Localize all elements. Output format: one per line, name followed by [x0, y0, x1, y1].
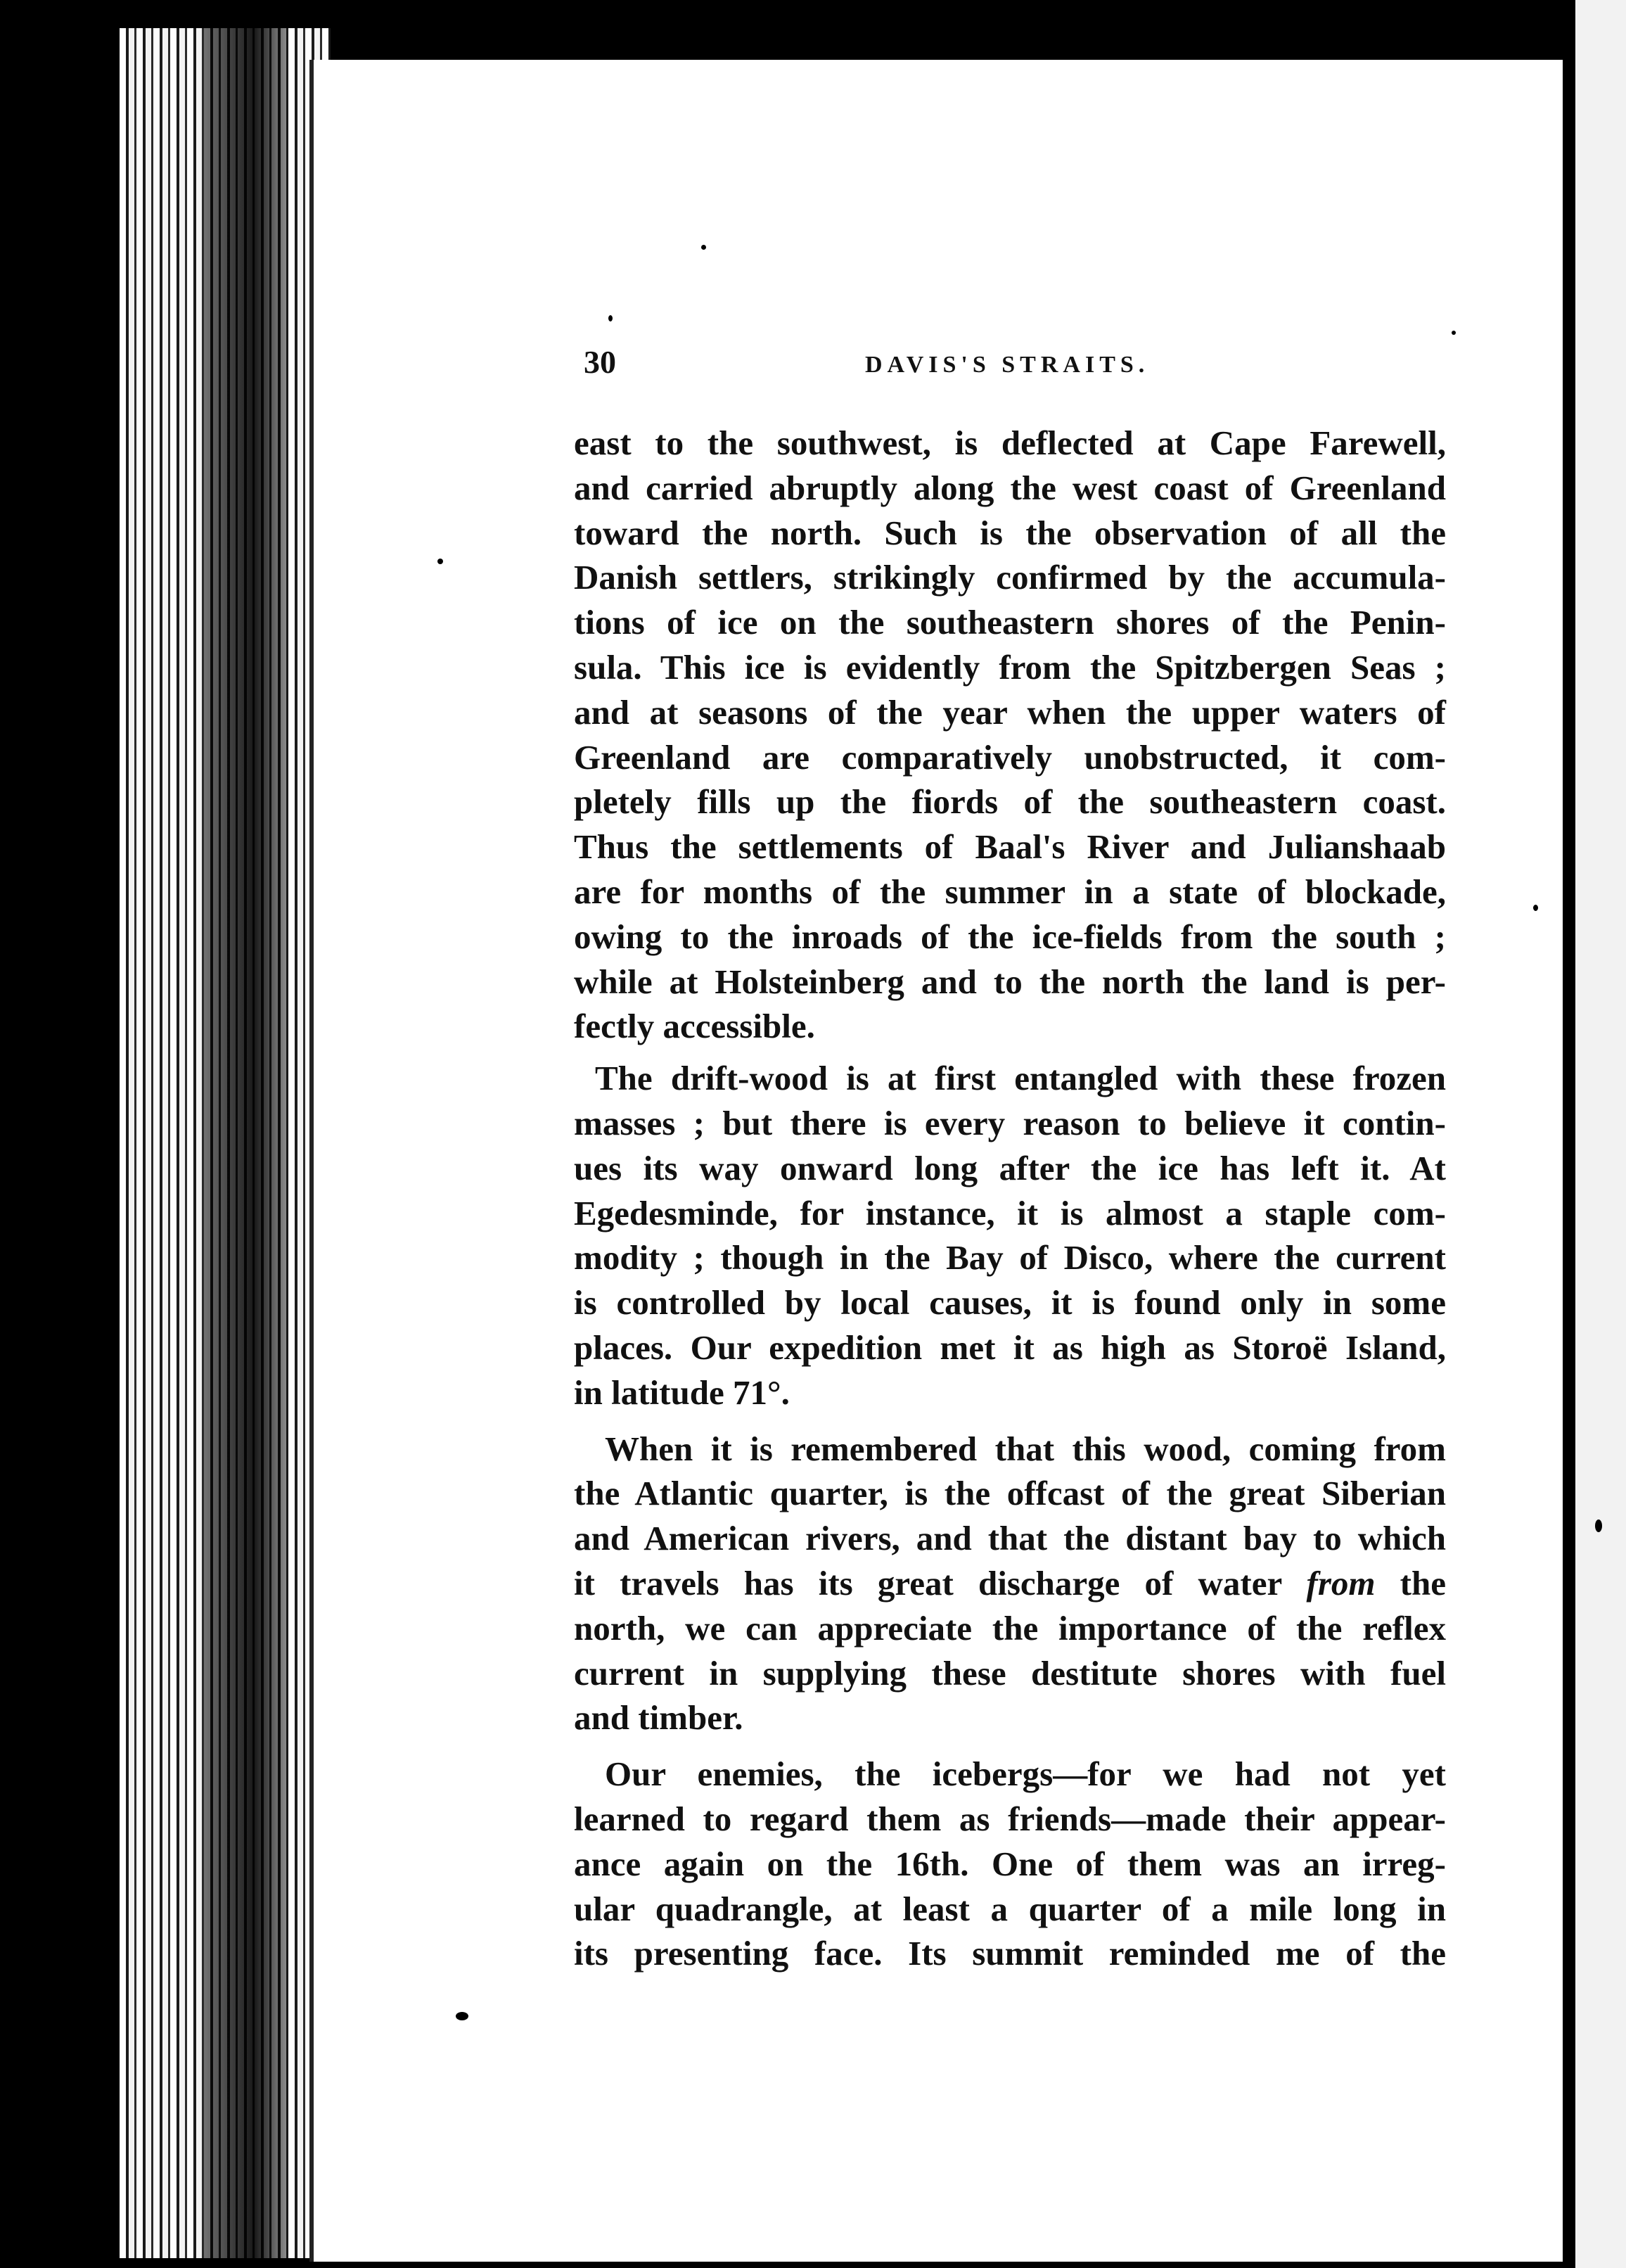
- scan-speck: [1452, 331, 1456, 335]
- text-line: owing to the inroads of the ice-fields from the south ;: [574, 917, 1446, 956]
- text-line: Our enemies, the icebergs—for we had not yet: [605, 1754, 1446, 1794]
- text-line: fectly accessible.: [574, 1007, 815, 1046]
- text-line: is controlled by local causes, it is found only in some: [574, 1283, 1446, 1323]
- text-line: in latitude 71°.: [574, 1372, 790, 1412]
- text-line: modity ; though in the Bay of Disco, where the current: [574, 1238, 1446, 1278]
- text-line: the Atlantic quarter, is the offcast of the great Siberian: [574, 1474, 1446, 1513]
- paragraph: [574, 1056, 1446, 1415]
- text-line: The drift-wood is at first entangled with these frozen: [595, 1059, 1446, 1098]
- text-line: tions of ice on the southeastern shores of the Penin-: [574, 603, 1446, 642]
- text-line: Thus the settlements of Baal's River and Julianshaab: [574, 827, 1446, 867]
- gutter-shadow: [204, 28, 288, 2258]
- text-line: east to the southwest, is deflected at Cape Farewell,: [574, 423, 1446, 462]
- running-head: DAVIS'S STRAITS.: [865, 352, 1150, 378]
- text-line: its presenting face. Its summit reminded me of the: [574, 1934, 1446, 1973]
- text-line-with-italic: [574, 1561, 1446, 1606]
- text-line: and American rivers, and that the distant bay to which: [574, 1519, 1446, 1558]
- text-segment: the: [1375, 1563, 1446, 1603]
- text-line: are for months of the summer in a state of blockade,: [574, 872, 1446, 911]
- text-line: ues its way onward long after the ice has left it. At: [574, 1148, 1446, 1187]
- text-line: Greenland are comparatively unobstructed, it com-: [574, 737, 1446, 777]
- scan-speck: [456, 2012, 468, 2020]
- text-line: and at seasons of the year when the upper waters of: [574, 692, 1446, 732]
- text-line: sula. This ice is evidently from the Spitzbergen Seas ;: [574, 647, 1446, 687]
- text-line: places. Our expedition met it as high as Storoë Island,: [574, 1327, 1446, 1367]
- facing-page-edge: [1575, 0, 1626, 2268]
- text-line: pletely fills up the fiords of the southeastern coast.: [574, 782, 1446, 822]
- body-text: [574, 421, 1446, 1987]
- text-line: north, we can appreciate the importance of the reflex: [574, 1608, 1446, 1648]
- text-line: Egedesminde, for instance, it is almost a staple com-: [574, 1193, 1446, 1232]
- paragraph: [574, 1427, 1446, 1741]
- scan-speck: [1595, 1520, 1602, 1532]
- scan-speck: [701, 245, 706, 250]
- text-line: current in supplying these destitute shores with fuel: [574, 1653, 1446, 1693]
- scan-speck: [608, 315, 613, 321]
- text-line: and timber.: [574, 1698, 743, 1738]
- text-segment: it travels has its great discharge of water: [574, 1563, 1307, 1603]
- text-line: When it is remembered that this wood, coming from: [605, 1429, 1446, 1468]
- scan-speck: [1533, 905, 1538, 911]
- text-line: masses ; but there is every reason to believe it contin-: [574, 1103, 1446, 1142]
- paragraph: [574, 421, 1446, 1049]
- text-line: ance again on the 16th. One of them was an irreg-: [574, 1844, 1446, 1883]
- text-line: and carried abruptly along the west coast of Greenland: [574, 468, 1446, 507]
- text-line: learned to regard them as friends—made their appear-: [574, 1799, 1446, 1838]
- italic-word: from: [1306, 1563, 1376, 1603]
- text-line: Danish settlers, strikingly confirmed by the accumula-: [574, 558, 1446, 597]
- page-number: 30: [584, 344, 616, 380]
- paragraph: [574, 1752, 1446, 1976]
- text-line: toward the north. Such is the observation of all the: [574, 513, 1446, 552]
- scan-speck: [437, 559, 443, 564]
- page-header: [584, 343, 1470, 393]
- text-line: ular quadrangle, at least a quarter of a mile long in: [574, 1889, 1446, 1928]
- text-line: while at Holsteinberg and to the north the land is per-: [574, 962, 1446, 1001]
